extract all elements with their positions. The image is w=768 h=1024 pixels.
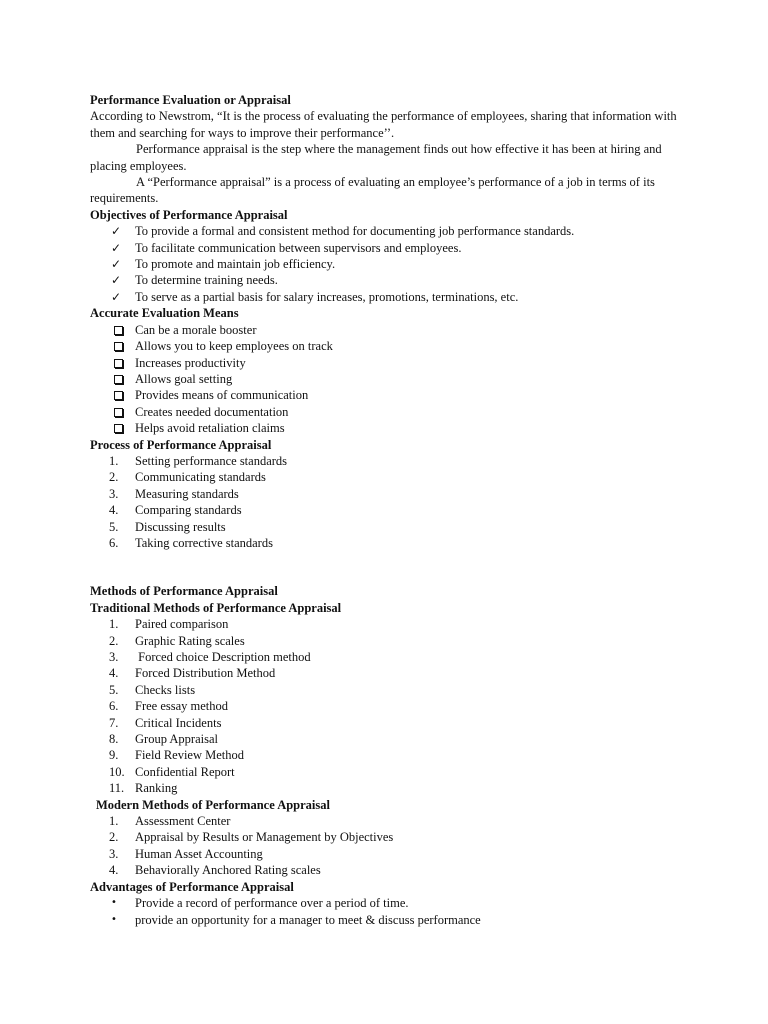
modern-heading: Modern Methods of Performance Appraisal — [96, 797, 330, 812]
advantages-heading: Advantages of Performance Appraisal — [90, 879, 294, 894]
list-item: 1. Assessment Center — [109, 814, 231, 829]
list-number: 1. — [109, 453, 119, 468]
list-item: 6. Taking corrective standards — [109, 535, 273, 550]
document-page — [90, 92, 690, 928]
list-number: 5. — [109, 682, 119, 697]
list-item: 5. Discussing results — [109, 519, 226, 534]
list-item: 11. Ranking — [109, 781, 178, 796]
list-item: 4. Forced Distribution Method — [109, 666, 276, 681]
list-item: 9. Field Review Method — [109, 748, 245, 763]
list-item: Can be a morale booster — [90, 322, 690, 338]
evaluation-heading: Accurate Evaluation Means — [90, 306, 239, 321]
checkmark-icon: ✓ — [111, 240, 122, 255]
intro-paragraph-management: Performance appraisal is the step where the management finds out how effective it has been at hiring and placing employees. — [90, 142, 662, 173]
checkbox-icon — [114, 375, 123, 384]
process-heading: Process of Performance Appraisal — [90, 437, 272, 452]
list-number: 2. — [109, 830, 119, 845]
list-number: 9. — [109, 748, 119, 763]
list-number: 8. — [109, 732, 119, 747]
checkbox-icon — [114, 391, 123, 400]
list-number: 10. — [109, 764, 125, 779]
modern-list — [90, 813, 690, 879]
process-list — [90, 453, 690, 551]
advantages-list — [90, 895, 690, 928]
checkmark-icon: ✓ — [111, 224, 122, 239]
list-item: 5. Checks lists — [109, 682, 196, 697]
list-item: Allows you to keep employees on track — [90, 338, 690, 354]
list-number: 6. — [109, 699, 119, 714]
list-item: 4. Behaviorally Anchored Rating scales — [109, 863, 321, 878]
traditional-heading: Traditional Methods of Performance Appraisal — [90, 600, 342, 615]
list-item: 2. Graphic Rating scales — [109, 633, 245, 648]
bullet-icon: • — [111, 897, 117, 909]
list-item: Increases productivity — [90, 355, 690, 371]
bullet-icon: • — [111, 913, 117, 925]
checkbox-icon — [114, 408, 123, 417]
list-number: 2. — [109, 633, 119, 648]
list-item: 2. Appraisal by Results or Management by Objectives — [109, 830, 394, 845]
list-item: 1. Setting performance standards — [109, 453, 288, 468]
list-item: ✓ To determine training needs. — [111, 273, 278, 288]
checkmark-icon: ✓ — [111, 257, 122, 272]
list-item: Provides means of communication — [90, 387, 690, 403]
list-number: 4. — [109, 863, 119, 878]
list-number: 3. — [109, 486, 119, 501]
list-number: 4. — [109, 503, 119, 518]
intro-paragraph-definition: A “Performance appraisal” is a process of evaluating an employee’s performance of a job in terms of its requirements. — [90, 175, 655, 206]
evaluation-list — [90, 322, 690, 437]
objectives-list — [90, 223, 690, 305]
list-item: 6. Free essay method — [109, 699, 229, 714]
list-number: 5. — [109, 519, 119, 534]
checkmark-icon: ✓ — [111, 273, 122, 288]
checkbox-icon — [114, 424, 123, 433]
list-item: 10. Confidential Report — [109, 764, 235, 779]
list-number: 4. — [109, 666, 119, 681]
list-item: • Provide a record of performance over a period of time. — [111, 896, 409, 911]
objectives-heading: Objectives of Performance Appraisal — [90, 207, 288, 222]
checkmark-icon: ✓ — [111, 289, 122, 304]
checkbox-icon — [114, 342, 123, 351]
list-number: 1. — [109, 617, 119, 632]
list-item: • provide an opportunity for a manager to meet & discuss performance — [111, 912, 481, 927]
intro-paragraph-newstrom: According to Newstrom, “It is the process of evaluating the performance of employees, sharing that information with them and searching for ways to improve their performance’’. — [90, 109, 677, 140]
document-title: Performance Evaluation or Appraisal — [90, 93, 291, 107]
list-item: 7. Critical Incidents — [109, 715, 222, 730]
list-item: 3. Human Asset Accounting — [109, 846, 263, 861]
list-number: 3. — [109, 650, 119, 664]
list-item: ✓ To facilitate communication between supervisors and employees. — [111, 240, 462, 255]
traditional-list — [90, 616, 690, 796]
section-spacer — [90, 551, 690, 583]
list-number: 11. — [109, 781, 125, 796]
list-item: ✓ To promote and maintain job efficiency. — [111, 257, 336, 272]
list-item: 3. Measuring standards — [109, 486, 239, 501]
list-item: Allows goal setting — [90, 371, 690, 387]
list-item: 3. Forced choice Description method — [109, 650, 311, 664]
list-number: 3. — [109, 846, 119, 861]
methods-heading: Methods of Performance Appraisal — [90, 584, 278, 599]
list-number: 1. — [109, 814, 119, 829]
checkbox-icon — [114, 326, 123, 335]
list-item: 4. Comparing standards — [109, 503, 242, 518]
list-item: Creates needed documentation — [90, 404, 690, 420]
list-item: Helps avoid retaliation claims — [90, 420, 690, 436]
list-number: 2. — [109, 470, 119, 485]
list-item: 2. Communicating standards — [109, 470, 266, 485]
checkbox-icon — [114, 359, 123, 368]
list-number: 6. — [109, 535, 119, 550]
list-item: ✓ To serve as a partial basis for salary increases, promotions, terminations, etc. — [111, 289, 519, 304]
list-item: 8. Group Appraisal — [109, 732, 218, 747]
list-number: 7. — [109, 715, 119, 730]
list-item: ✓ To provide a formal and consistent method for documenting job performance standards. — [111, 224, 575, 239]
list-item: 1. Paired comparison — [109, 617, 229, 632]
